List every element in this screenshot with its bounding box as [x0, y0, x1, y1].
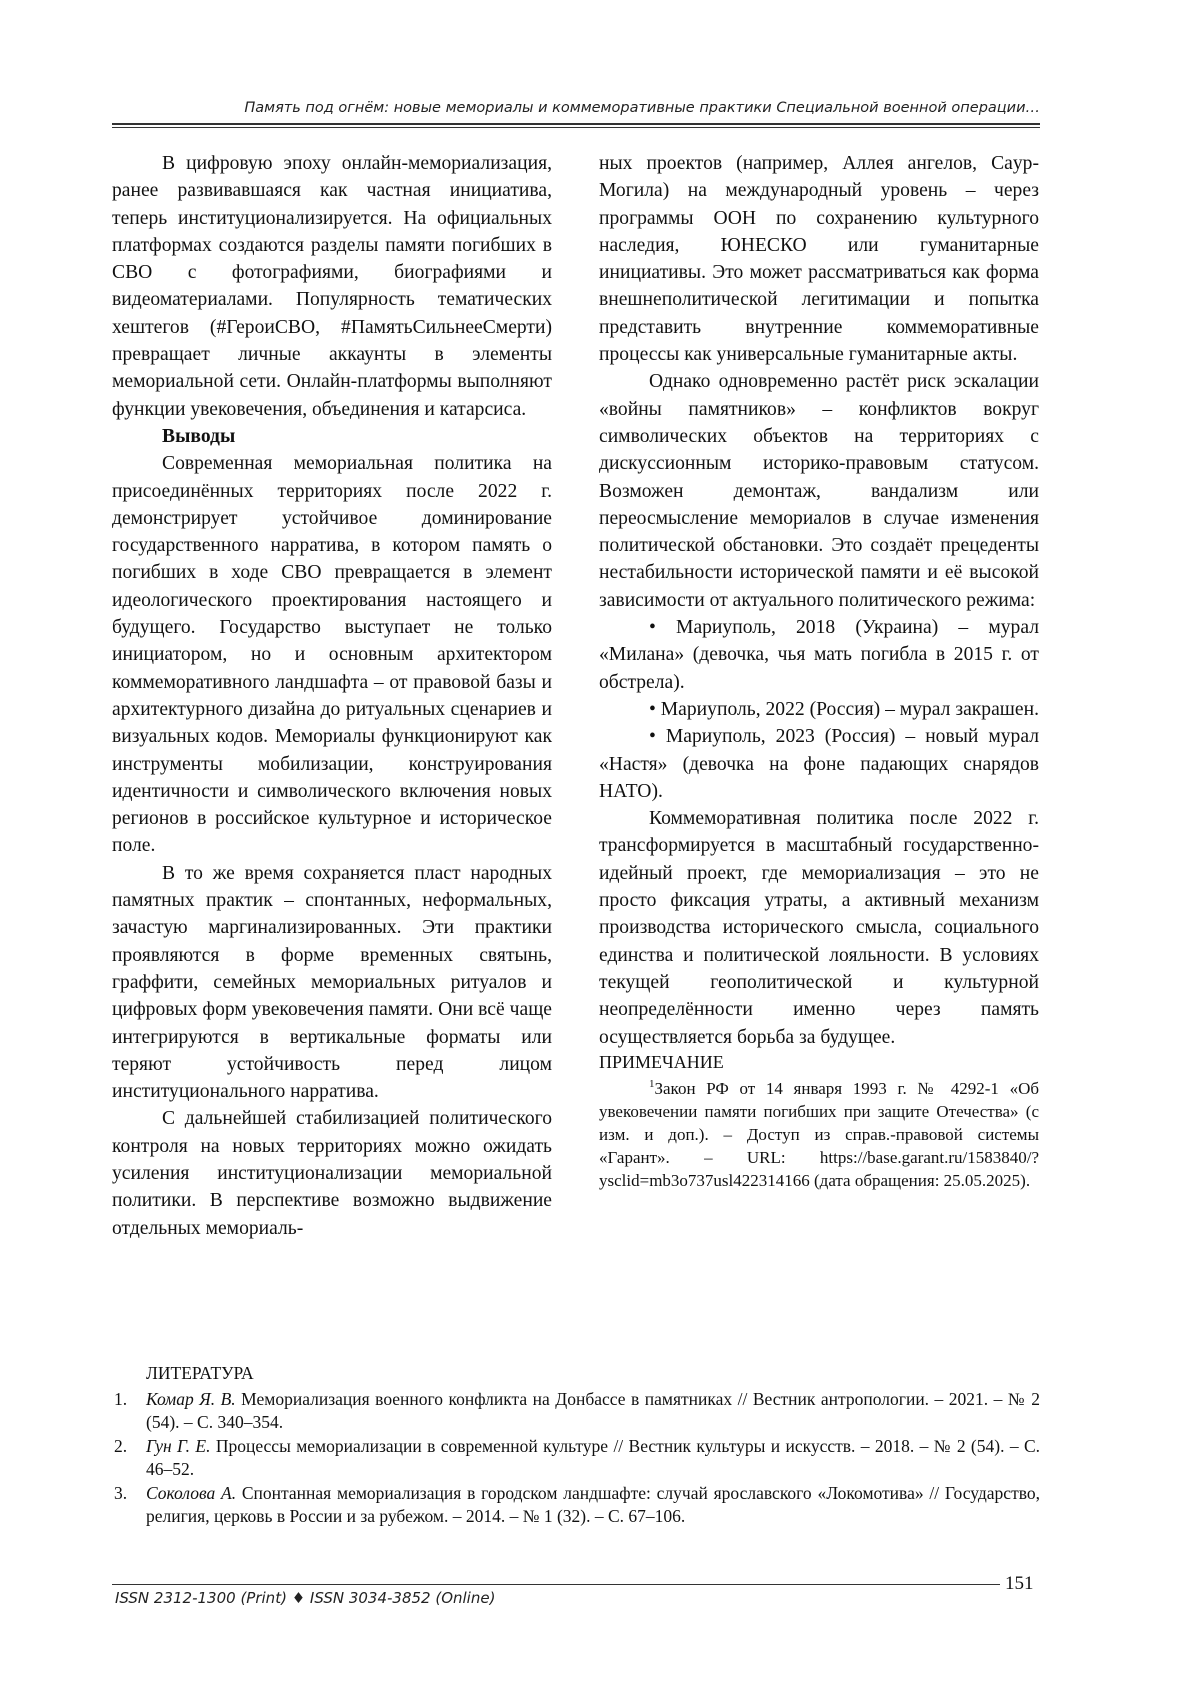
- literature-item-number: 2.: [114, 1435, 128, 1456]
- paragraph: С дальнейшей стабилизацией политического контроля на новых территориях можно ожидать усиления институционализации мемориальной политики. В перспективе возможно выдвижение отдельных мемориаль-: [112, 1108, 552, 1239]
- section-heading-conclusions: Выводы: [162, 425, 236, 447]
- paragraph: В то же время сохраняется пласт народных памятных практик – спонтанных, неформальных, зачастую маргинализированных. Эти практики проявляются в форме временных святынь, граффити, семейных мемориальных ритуалов и цифровых форм увековечения памяти. Они всё чаще интегрируются в вертикальные форматы или теряют устойчивость перед лицом институционального нарратива.: [112, 862, 552, 1103]
- paragraph: Современная мемориальная политика на присоединённых территориях после 2022 г. демонстрирует устойчивое доминирование государственного нарратива, в котором память о погибших в ходе СВО превращается в элемент идеологического проектирования настоящего и будущего. Государство выступает не только инициатором, но и основным архитектором коммеморативного ландшафта – от правовой базы и архитектурного дизайна до ритуальных сценариев и визуальных кодов. Мемориалы функционируют как инструменты мобилизации, конструирования идентичности и символического включения новых регионов в российское культурное и историческое поле.: [112, 453, 552, 857]
- footer-issn: ISSN 2312-1300 (Print) ♦ ISSN 3034-3852 (Online): [115, 1589, 496, 1607]
- literature-item-author: Гун Г. Е.: [146, 1435, 216, 1456]
- literature-item: [112, 1435, 1040, 1482]
- header-rule: [112, 123, 1040, 128]
- literature-item: [112, 1482, 1040, 1529]
- literature-item-text: Процессы мемориализации в современной культуре // Вестник культуры и искусств. – 2018. – № 2 (54). – С. 46–52.: [146, 1435, 1040, 1479]
- paragraph: Однако одновременно растёт риск эскалации «войны памятников» – конфликтов вокруг символических объектов на территориях с дискуссионным историко-правовым статусом. Возможен демонтаж, вандализм или переосмысление мемориалов в случае изменения политической обстановки. Это создаёт прецеденты нестабильности исторической памяти и её высокой зависимости от актуального политического режима:: [599, 371, 1039, 611]
- literature-item-author: Комар Я. В.: [146, 1388, 242, 1409]
- running-header: Память под огнём: новые мемориалы и коммеморативные практики Специальной военной операции…: [244, 100, 1040, 116]
- bullet-item: • Мариуполь, 2023 (Россия) – новый мурал «Настя» (девочка на фоне падающих снарядов НАТО).: [599, 726, 1039, 802]
- paragraph: Коммеморативная политика после 2022 г. трансформируется в масштабный государственно-идейный проект, где мемориализация – это не просто фиксация утраты, а активный механизм производства исторического смысла, социального единства и политической лояльности. В условиях текущей геополитической и культурной неопределённости именно через память осуществляется борьба за будущее.: [599, 808, 1039, 1048]
- literature-item-text: Спонтанная мемориализация в городском ландшафте: случай ярославского «Локомотива» // Государство, религия, церковь в России и за рубежом. – 2014. – № 1 (32). – С. 67–106.: [146, 1482, 1040, 1526]
- bullet-item: • Мариуполь, 2022 (Россия) – мурал закрашен.: [649, 698, 1039, 720]
- note-heading: ПРИМЕЧАНИЕ: [599, 1051, 724, 1072]
- literature-section: [112, 1362, 1040, 1529]
- literature-item-number: 3.: [114, 1482, 128, 1503]
- literature-item-number: 1.: [114, 1388, 128, 1409]
- literature-item-author: Соколова А.: [146, 1482, 242, 1503]
- page-number: 151: [1005, 1573, 1034, 1594]
- literature-item-text: Мемориализация военного конфликта на Донбассе в памятниках // Вестник антропологии. – 2021. – № 2 (54). – С. 340–354.: [146, 1388, 1040, 1432]
- footnote-number: 1: [649, 1077, 655, 1090]
- right-column: [599, 150, 1039, 1192]
- paragraph: В цифровую эпоху онлайн-мемориализация, ранее развивавшаяся как частная инициатива, теперь институционализируется. На официальных платформах создаются разделы памяти погибших в СВО с фотографиями, биографиями и видеоматериалами. Популярность тематических хештегов (#ГероиСВО, #ПамятьСильнееСмерти) превращает личные аккаунты в элементы мемориальной сети. Онлайн-платформы выполняют функции увековечения, объединения и катарсиса.: [112, 153, 552, 420]
- literature-item: [112, 1388, 1040, 1435]
- bullet-item: • Мариуполь, 2018 (Украина) – мурал «Милана» (девочка, чья мать погибла в 2015 г. от обстрела).: [599, 617, 1039, 693]
- literature-heading: ЛИТЕРАТУРА: [146, 1363, 254, 1383]
- footnote: [599, 1073, 1039, 1192]
- paragraph: ных проектов (например, Аллея ангелов, Сaур-Могила) на международный уровень – через программы ООН по сохранению культурного наследия, ЮНЕСКО или гуманитарные инициативы. Это может рассматриваться как форма внешнеполитической легитимации и попытка представить внутренние коммеморативные процессы как универсальные гуманитарные акты.: [599, 153, 1039, 366]
- left-column: [112, 150, 552, 1242]
- footnote-text: Закон РФ от 14 января 1993 г. № 4292-1 «Об увековечении памяти погибших при защите Отечества» (с изм. и доп.). – Доступ из справ.-правовой системы «Гарант». – URL: https://base.garant.ru/1583840/?ysclid=mb3o737usl422314166 (дата обращения: 25.05.2025).: [599, 1078, 1039, 1190]
- footer-rule: [112, 1584, 1000, 1585]
